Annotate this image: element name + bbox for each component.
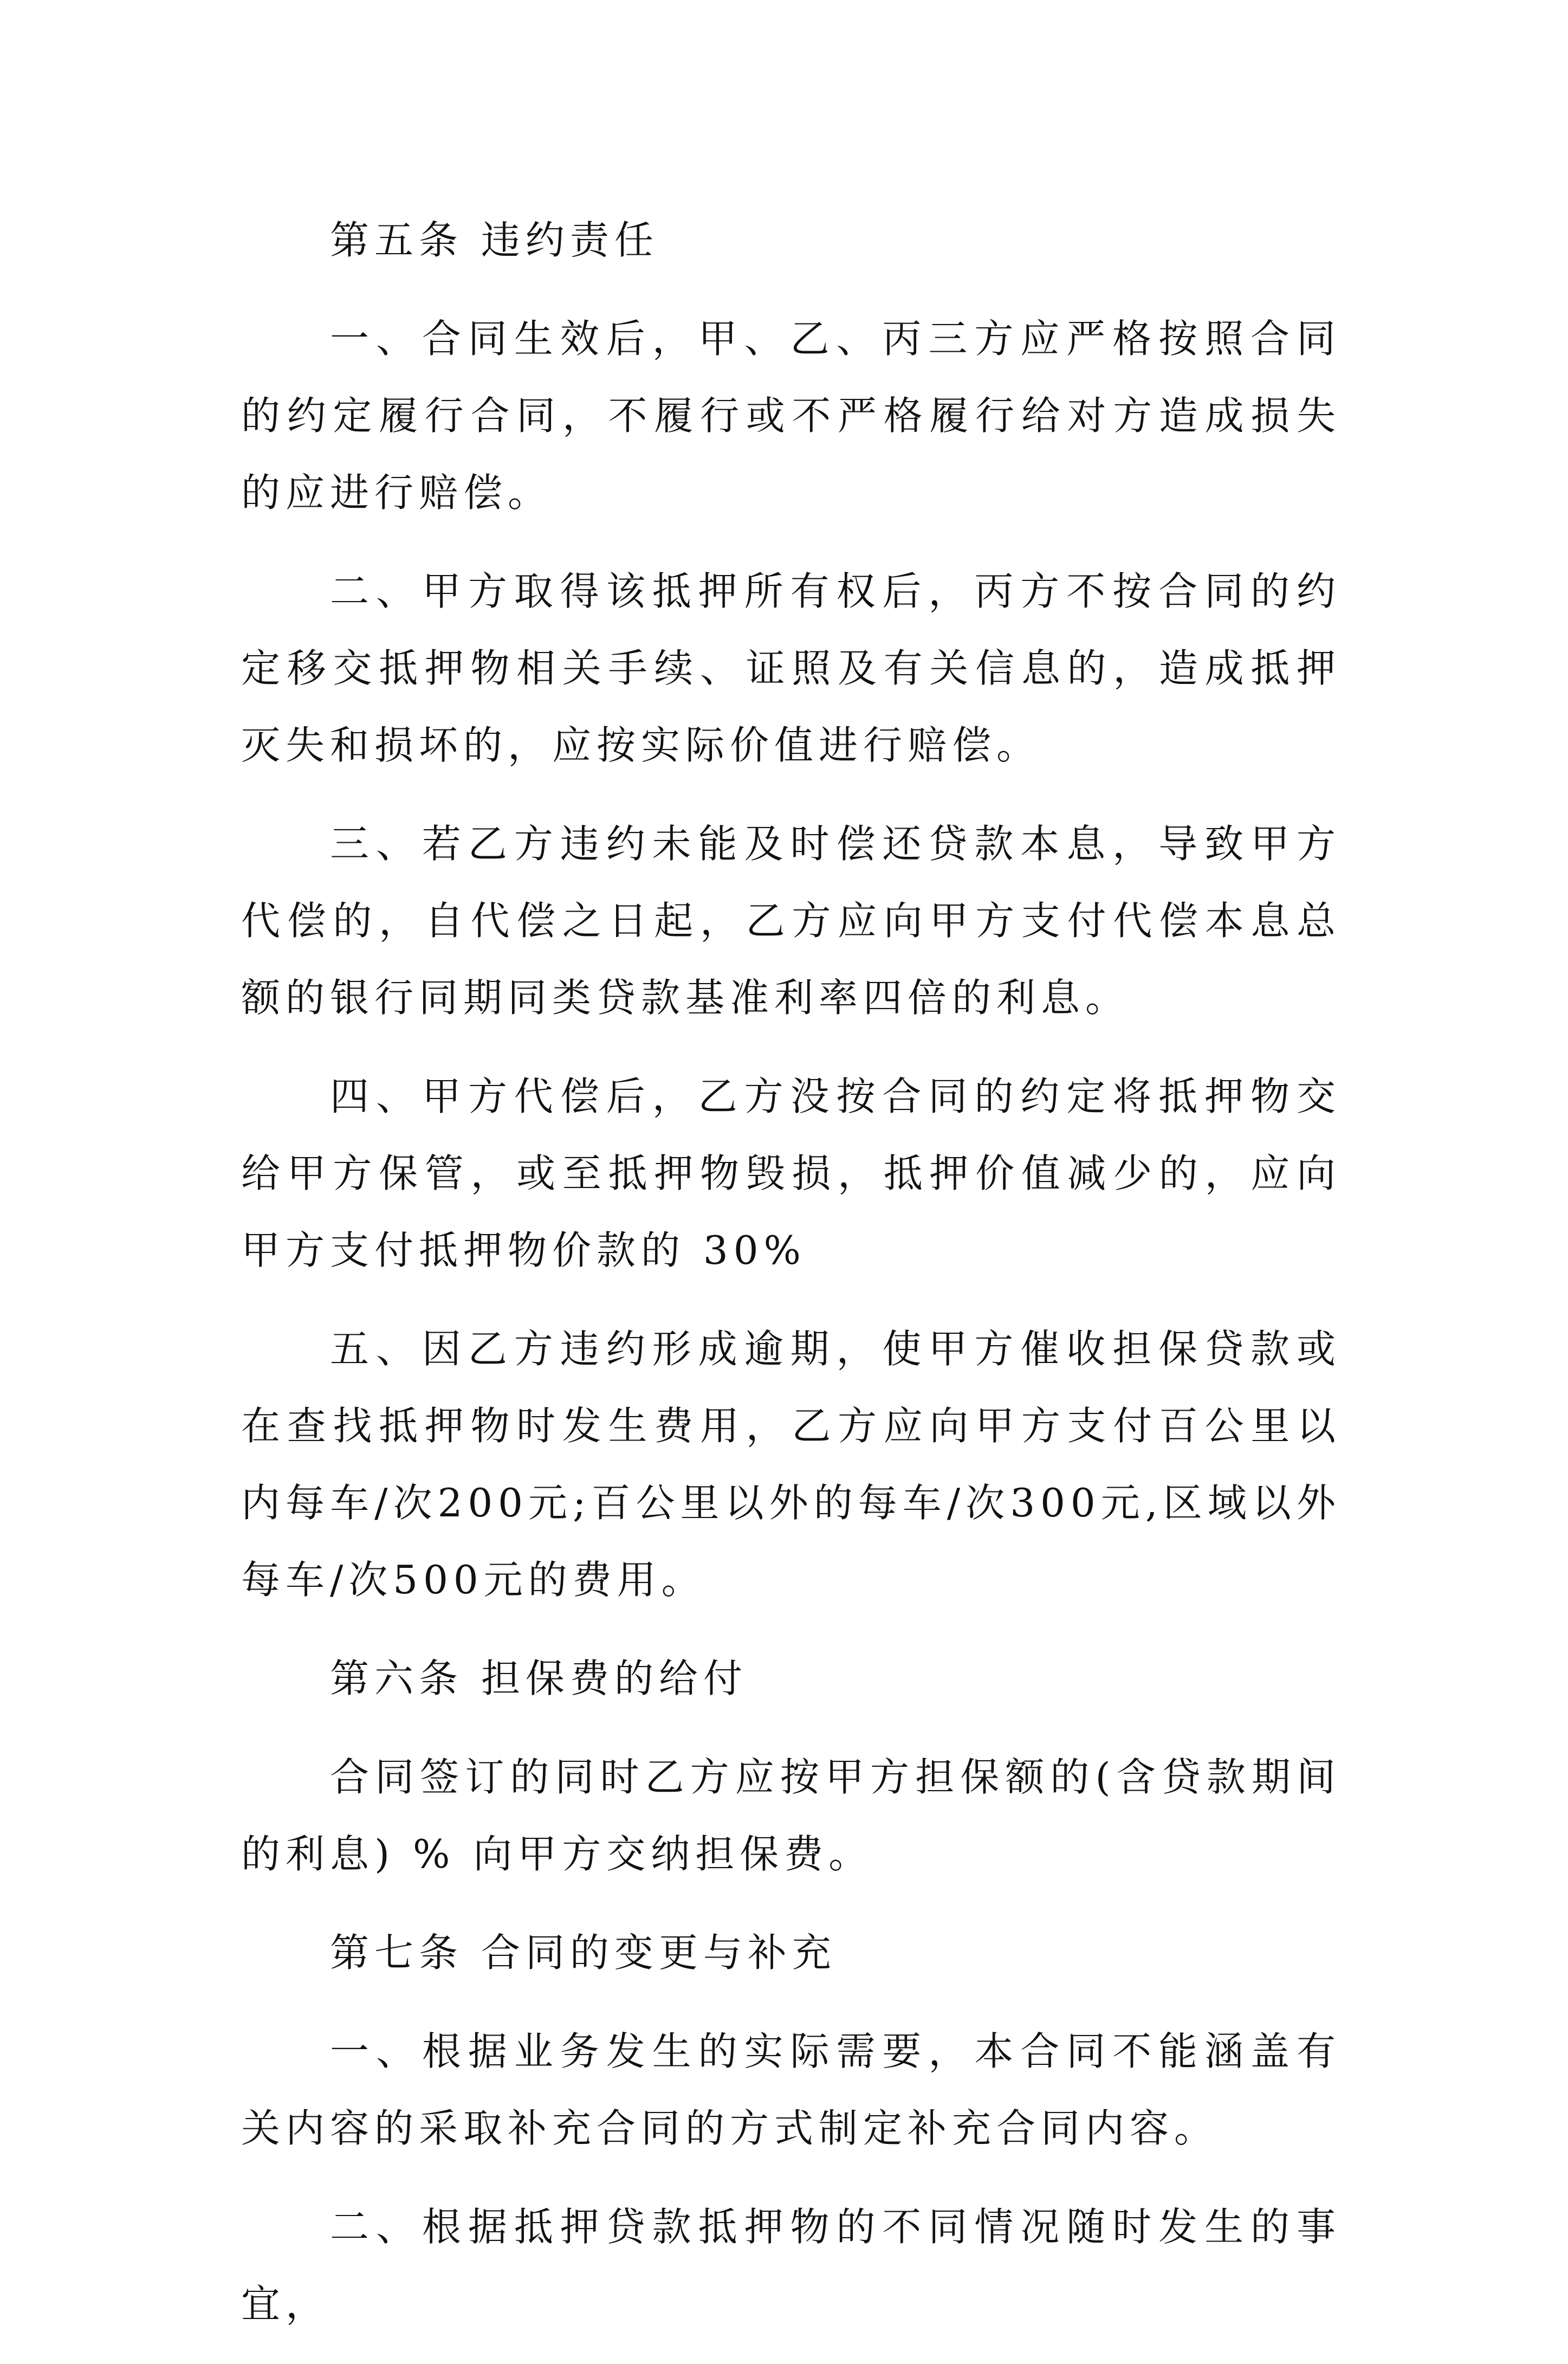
article-5-clause-5: 五、因乙方违约形成逾期，使甲方催收担保贷款或在查找抵押物时发生费用，乙方应向甲方支付百公里以内每车/次200元;百公里以外的每车/次300元,区域以外每车/次500元的费用。 bbox=[241, 1326, 1341, 1603]
article-5-clause-2: 二、甲方取得该抵押所有权后，丙方不按合同的约定移交抵押物相关手续、证照及有关信息的，造成抵押灭失和损坏的，应按实际价值进行赔偿。 bbox=[241, 569, 1341, 768]
article-5-clause-1: 一、合同生效后，甲、乙、丙三方应严格按照合同的约定履行合同，不履行或不严格履行给对方造成损失的应进行赔偿。 bbox=[241, 316, 1341, 515]
article-5-clause-3: 三、若乙方违约未能及时偿还贷款本息，导致甲方代偿的，自代偿之日起，乙方应向甲方支付代偿本息总额的银行同期同类贷款基准利率四倍的利息。 bbox=[241, 821, 1341, 1020]
article-7-heading: 第七条 合同的变更与补充 bbox=[330, 1930, 837, 1975]
article-7-clause-1: 一、根据业务发生的实际需要，本合同不能涵盖有关内容的采取补充合同的方式制定补充合同内容。 bbox=[241, 2029, 1341, 2151]
article-6-heading: 第六条 担保费的给付 bbox=[330, 1656, 748, 1701]
article-7-clause-2: 二、根据抵押贷款抵押物的不同情况随时发生的事宜， bbox=[241, 2204, 1341, 2327]
article-6-clause: 合同签订的同时乙方应按甲方担保额的(含贷款期间的利息) % 向甲方交纳担保费。 bbox=[241, 1754, 1341, 1877]
article-5-heading: 第五条 违约责任 bbox=[330, 217, 659, 263]
document-body bbox=[241, 202, 1341, 2364]
article-5-clause-4: 四、甲方代偿后，乙方没按合同的约定将抵押物交给甲方保管，或至抵押物毁损，抵押价值减少的，应向甲方支付抵押物价款的 30% bbox=[241, 1074, 1341, 1273]
